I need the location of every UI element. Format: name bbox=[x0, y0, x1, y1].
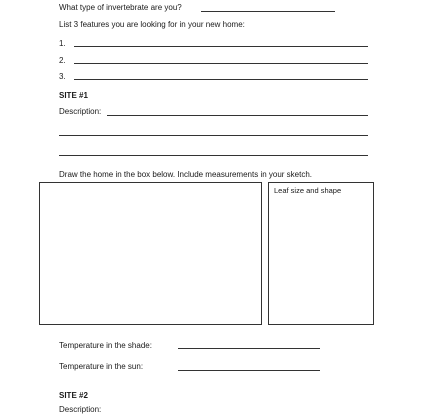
leaf-sketch-box[interactable] bbox=[268, 182, 374, 325]
site1-description-line-2[interactable] bbox=[59, 135, 368, 136]
leaf-box-label: Leaf size and shape bbox=[274, 186, 342, 195]
site1-description-line-3[interactable] bbox=[59, 155, 368, 156]
feature-line-1[interactable] bbox=[74, 46, 368, 47]
feature-line-3[interactable] bbox=[74, 79, 368, 80]
draw-instruction: Draw the home in the box below. Include measurements in your sketch. bbox=[59, 170, 313, 179]
feature-number-1: 1. bbox=[59, 39, 66, 48]
site1-heading: SITE #1 bbox=[59, 91, 88, 100]
temp-sun-line[interactable] bbox=[178, 370, 320, 371]
site2-description-label: Description: bbox=[59, 405, 102, 414]
site2-heading: SITE #2 bbox=[59, 391, 88, 400]
invertebrate-answer-line[interactable] bbox=[201, 11, 335, 12]
temp-sun-label: Temperature in the sun: bbox=[59, 362, 144, 371]
features-prompt: List 3 features you are looking for in your new home: bbox=[59, 20, 245, 29]
feature-number-3: 3. bbox=[59, 72, 66, 81]
site1-description-line-1[interactable] bbox=[107, 115, 368, 116]
feature-number-2: 2. bbox=[59, 56, 66, 65]
feature-line-2[interactable] bbox=[74, 63, 368, 64]
site1-description-label: Description: bbox=[59, 107, 102, 116]
temp-shade-line[interactable] bbox=[178, 348, 320, 349]
invertebrate-question: What type of invertebrate are you? bbox=[59, 3, 182, 12]
temp-shade-label: Temperature in the shade: bbox=[59, 341, 152, 350]
home-sketch-box[interactable] bbox=[39, 182, 262, 325]
